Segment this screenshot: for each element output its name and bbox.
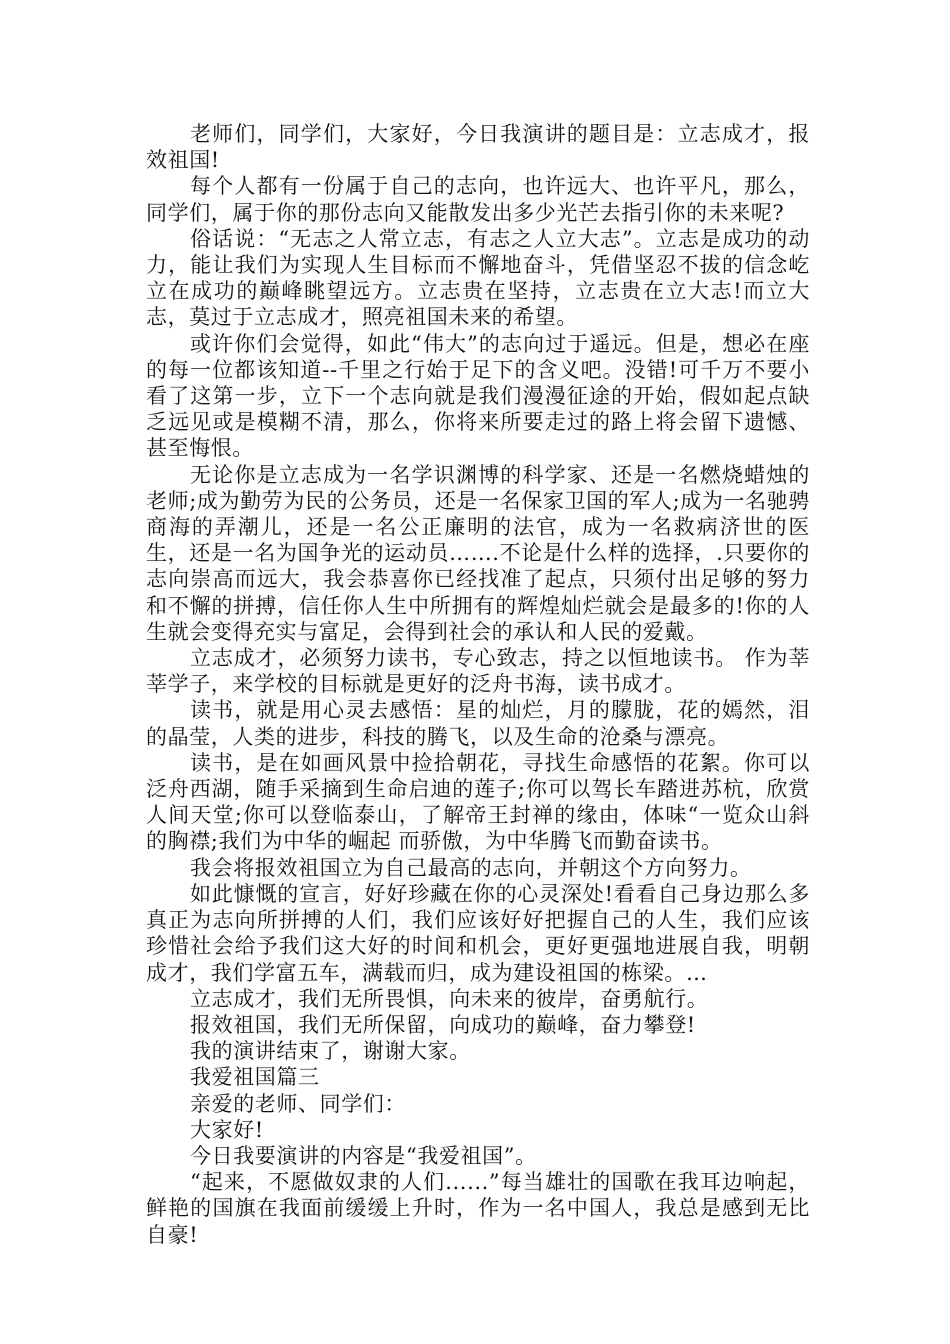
paragraph-7: 读书，就是用心灵去感悟：星的灿烂，月的朦胧，花的嫣然，泪的晶莹，人类的进步，科技的腾飞，以及生命的沧桑与漂亮。 [146,698,810,749]
paragraph-5: 无论你是立志成为一名学识渊博的科学家、还是一名燃烧蜡烛的老师;成为勤劳为民的公务员，还是一名保家卫国的军人;成为一名驰骋商海的弄潮儿，还是一名公正廉明的法官，成为一名救病济世的医生，还是一名为国争光的运动员…….不论是什么样的选择，.只要你的志向崇高而远大，我会恭喜你已经找准了起点，只须付出足够的努力和不懈的拼搏，信任你人生中所拥有的辉煌灿烂就会是最多的!你的人生就会变得充实与富足，会得到社会的承认和人民的爱戴。 [146,462,810,644]
paragraph-1: 老师们，同学们，大家好，今日我演讲的题目是：立志成才，报效祖国! [146,122,810,173]
paragraph-17: 今日我要演讲的内容是“我爱祖国”。 [190,1143,537,1168]
paragraph-9: 我会将报效祖国立为自己最高的志向，并朝这个方向努力。 [190,855,752,880]
paragraph-2: 每个人都有一份属于自己的志向，也许远大、也许平凡，那么，同学们，属于你的那份志向又能散发出多少光芒去指引你的未来呢? [146,174,810,225]
greeting: 大家好! [190,1117,264,1142]
paragraph-12: 报效祖国，我们无所保留，向成功的巅峰，奋力攀登! [190,1012,696,1037]
paragraph-4: 或许你们会觉得，如此“伟大”的志向过于遥远。但是，想必在座的每一位都该知道--千里之行始于足下的含义吧。没错!可千万不要小看了这第一步，立下一个志向就是我们漫漫征途的开始，假如起点缺乏远见或是模糊不清，那么，你将来所要走过的路上将会留下遗憾、甚至悔恨。 [146,331,810,461]
paragraph-8: 读书，是在如画风景中捡拾朝花，寻找生命感悟的花絮。你可以泛舟西湖，随手采摘到生命启迪的莲子;你可以驾长车踏进苏杭，欣赏人间天堂;你可以登临泰山，了解帝王封禅的缘由，体味“一览众山斜的胸襟;我们为中华的崛起 而骄傲，为中华腾飞而勤奋读书。 [146,750,810,854]
paragraph-6: 立志成才，必须努力读书，专心致志，持之以恒地读书。 作为莘莘学子，来学校的目标就是更好的泛舟书海，读书成才。 [146,646,810,697]
paragraph-13: 我的演讲结束了，谢谢大家。 [190,1039,471,1064]
paragraph-3: 俗话说：“无志之人常立志，有志之人立大志”。立志是成功的动力，能让我们为实现人生目标而不懈地奋斗，凭借坚忍不拔的信念屹立在成功的巅峰眺望远方。立志贵在坚持，立志贵在立大志!而立大志，莫过于立志成才，照亮祖国未来的希望。 [146,226,810,330]
section-heading: 我爱祖国篇三 [190,1065,320,1090]
salutation: 亲爱的老师、同学们： [190,1091,406,1116]
paragraph-10: 如此慷慨的宣言，好好珍藏在你的心灵深处!看看自己身边那么多真正为志向所拼搏的人们，我们应该好好把握自己的人生，我们应该珍惜社会给予我们这大好的时间和机会，更好更强地进展自我，明朝成才，我们学富五车，满载而归，成为建设祖国的栋梁。… [146,881,810,985]
paragraph-11: 立志成才，我们无所畏惧，向未来的彼岸，奋勇航行。 [190,986,709,1011]
paragraph-18: “起来，不愿做奴隶的人们......”每当雄壮的国歌在我耳边响起，鲜艳的国旗在我面前缓缓上升时，作为一名中国人，我总是感到无比自豪! [146,1170,810,1247]
document-body [146,121,810,1248]
